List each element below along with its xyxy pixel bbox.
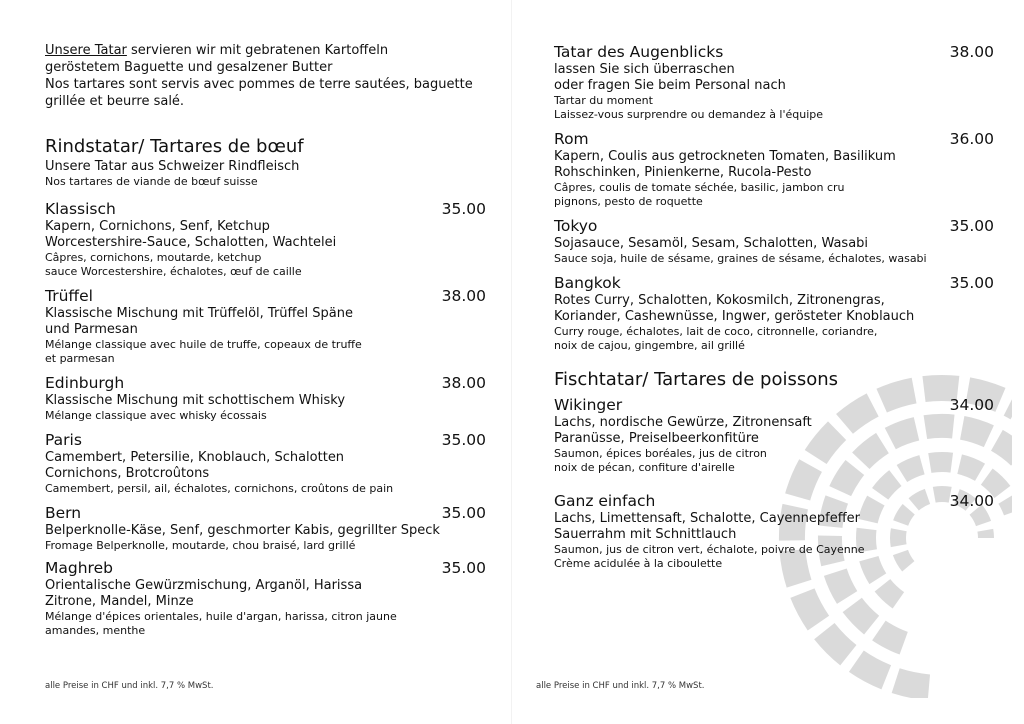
menu-item-description-fr: Mélange classique avec whisky écossais (45, 409, 267, 422)
menu-item-description-fr: Saumon, jus de citron vert, échalote, poivre de Cayenne Crème acidulée à la ciboulette (554, 543, 865, 570)
menu-item-price: 35.00 (441, 200, 486, 218)
menu-item-price: 35.00 (441, 559, 486, 577)
menu-item-price: 35.00 (949, 274, 994, 292)
section-title-fish: Fischtatar/ Tartares de poissons (554, 369, 839, 390)
menu-item-description-de: Klassische Mischung mit schottischem Whisky (45, 393, 346, 408)
menu-item-name: Bangkok (554, 274, 621, 292)
menu-item (45, 503, 486, 553)
menu-item-header (45, 503, 486, 523)
menu-item-description-de: Klassische Mischung mit Trüffelöl, Trüffel Späne und Parmesan (45, 306, 353, 337)
intro-rest: servieren wir mit gebratenen Kartoffeln (126, 43, 389, 58)
section-subtitle-fr: Nos tartares de viande de bœuf suisse (45, 175, 258, 188)
menu-item-description-de: lassen Sie sich überraschen oder fragen Sie beim Personal nach (554, 62, 786, 93)
menu-item (45, 558, 486, 638)
menu-item (45, 373, 486, 423)
intro-line-2: geröstetem Baguette und gesalzener Butter (45, 60, 333, 75)
menu-item-description-de: Kapern, Cornichons, Senf, Ketchup Worcestershire-Sauce, Schalotten, Wachtelei (45, 219, 337, 250)
menu-item-price: 35.00 (441, 504, 486, 522)
menu-item-description-de: Orientalische Gewürzmischung, Arganöl, Harissa Zitrone, Mandel, Minze (45, 578, 363, 609)
menu-item-name: Rom (554, 130, 589, 148)
menu-item-description-fr: Câpres, coulis de tomate séchée, basilic, jambon cru pignons, pesto de roquette (554, 181, 845, 208)
menu-item-price: 38.00 (441, 287, 486, 305)
section-title-beef: Rindstatar/ Tartares de bœuf (45, 136, 304, 157)
menu-item-description-de: Camembert, Petersilie, Knoblauch, Schalotten Cornichons, Brotcroûtons (45, 450, 345, 481)
menu-item-name: Tokyo (554, 217, 598, 235)
menu-item-description-de: Sojasauce, Sesamöl, Sesam, Schalotten, Wasabi (554, 236, 869, 251)
menu-item-description-fr: Mélange classique avec huile de truffe, copeaux de truffe et parmesan (45, 338, 362, 365)
menu-item-header (45, 286, 486, 306)
price-footnote: alle Preise in CHF und inkl. 7,7 % MwSt. (45, 681, 214, 691)
menu-item-name: Trüffel (45, 287, 93, 305)
menu-item (554, 491, 994, 571)
menu-item (554, 129, 994, 209)
menu-item-description-de: Belperknolle-Käse, Senf, geschmorter Kabis, gegrillter Speck (45, 523, 440, 538)
menu-item-header (554, 491, 994, 511)
menu-item (554, 42, 994, 122)
beef-items-list-continued (554, 42, 994, 353)
menu-page-right (512, 0, 1024, 724)
menu-item-price: 35.00 (441, 431, 486, 449)
menu-item-name: Edinburgh (45, 374, 125, 392)
left-content (45, 42, 486, 638)
menu-item-name: Klassisch (45, 200, 116, 218)
intro-fr-2: grillée et beurre salé. (45, 94, 185, 109)
menu-item-description-fr: Camembert, persil, ail, échalotes, cornichons, croûtons de pain (45, 482, 394, 495)
menu-item-header (554, 216, 994, 236)
menu-item-price: 35.00 (949, 217, 994, 235)
menu-item-name: Wikinger (554, 396, 623, 414)
menu-item-header (554, 129, 994, 149)
menu-item-name: Bern (45, 504, 82, 522)
fish-items-list (554, 395, 994, 571)
menu-item-description-fr: Mélange d'épices orientales, huile d'argan, harissa, citron jaune amandes, menthe (45, 610, 397, 637)
menu-item-description-fr: Fromage Belperknolle, moutarde, chou braisé, lard grillé (45, 539, 356, 552)
menu-item-description-de: Kapern, Coulis aus getrockneten Tomaten, Basilikum Rohschinken, Pinienkerne, Rucola-Pesto (554, 149, 896, 180)
menu-item (554, 273, 994, 353)
menu-item-name: Ganz einfach (554, 492, 656, 510)
menu-item-price: 38.00 (441, 374, 486, 392)
menu-item (554, 395, 994, 475)
menu-item-price: 38.00 (949, 43, 994, 61)
menu-item-description-fr: Sauce soja, huile de sésame, graines de sésame, échalotes, wasabi (554, 252, 927, 265)
menu-item-header (45, 430, 486, 450)
section-subtitle-de: Unsere Tatar aus Schweizer Rindfleisch (45, 159, 300, 174)
menu-item-header (554, 395, 994, 415)
menu-item (554, 216, 994, 266)
menu-item (45, 199, 486, 279)
menu-item-price: 34.00 (949, 492, 994, 510)
menu-item-description-fr: Tartar du moment Laissez-vous surprendre ou demandez à l'équipe (554, 94, 824, 121)
menu-item-description-de: Rotes Curry, Schalotten, Kokosmilch, Zitronengras, Koriander, Cashewnüsse, Ingwer, gerösteter Knoblauch (554, 293, 915, 324)
menu-item-description-de: Lachs, Limettensaft, Schalotte, Cayennepfeffer Sauerrahm mit Schnittlauch (554, 511, 860, 542)
menu-item-price: 36.00 (949, 130, 994, 148)
intro-underlined: Unsere Tatar (45, 43, 127, 58)
menu-item-name: Paris (45, 431, 82, 449)
menu-item-header (45, 558, 486, 578)
menu-item-name: Maghreb (45, 559, 113, 577)
menu-item-header (45, 373, 486, 393)
menu-item-description-fr: Curry rouge, échalotes, lait de coco, citronnelle, coriandre, noix de cajou, gingembre, ail grillé (554, 325, 878, 352)
menu-item-description-fr: Câpres, cornichons, moutarde, ketchup sauce Worcestershire, échalotes, œuf de caille (45, 251, 302, 278)
menu-item (45, 286, 486, 366)
price-footnote: alle Preise in CHF und inkl. 7,7 % MwSt. (536, 681, 705, 691)
menu-item-header (554, 42, 994, 62)
menu-item-header (45, 199, 486, 219)
intro-fr-1: Nos tartares sont servis avec pommes de terre sautées, baguette (45, 77, 473, 92)
menu-item-description-fr: Saumon, épices boréales, jus de citron noix de pécan, confiture d'airelle (554, 447, 767, 474)
menu-item-name: Tatar des Augenblicks (554, 43, 724, 61)
menu-item-description-de: Lachs, nordische Gewürze, Zitronensaft Paranüsse, Preiselbeerkonfitüre (554, 415, 812, 446)
menu-item (45, 430, 486, 496)
menu-item-price: 34.00 (949, 396, 994, 414)
right-content (554, 42, 994, 571)
intro-block (45, 42, 486, 110)
menu-item-header (554, 273, 994, 293)
beef-items-list (45, 199, 486, 638)
